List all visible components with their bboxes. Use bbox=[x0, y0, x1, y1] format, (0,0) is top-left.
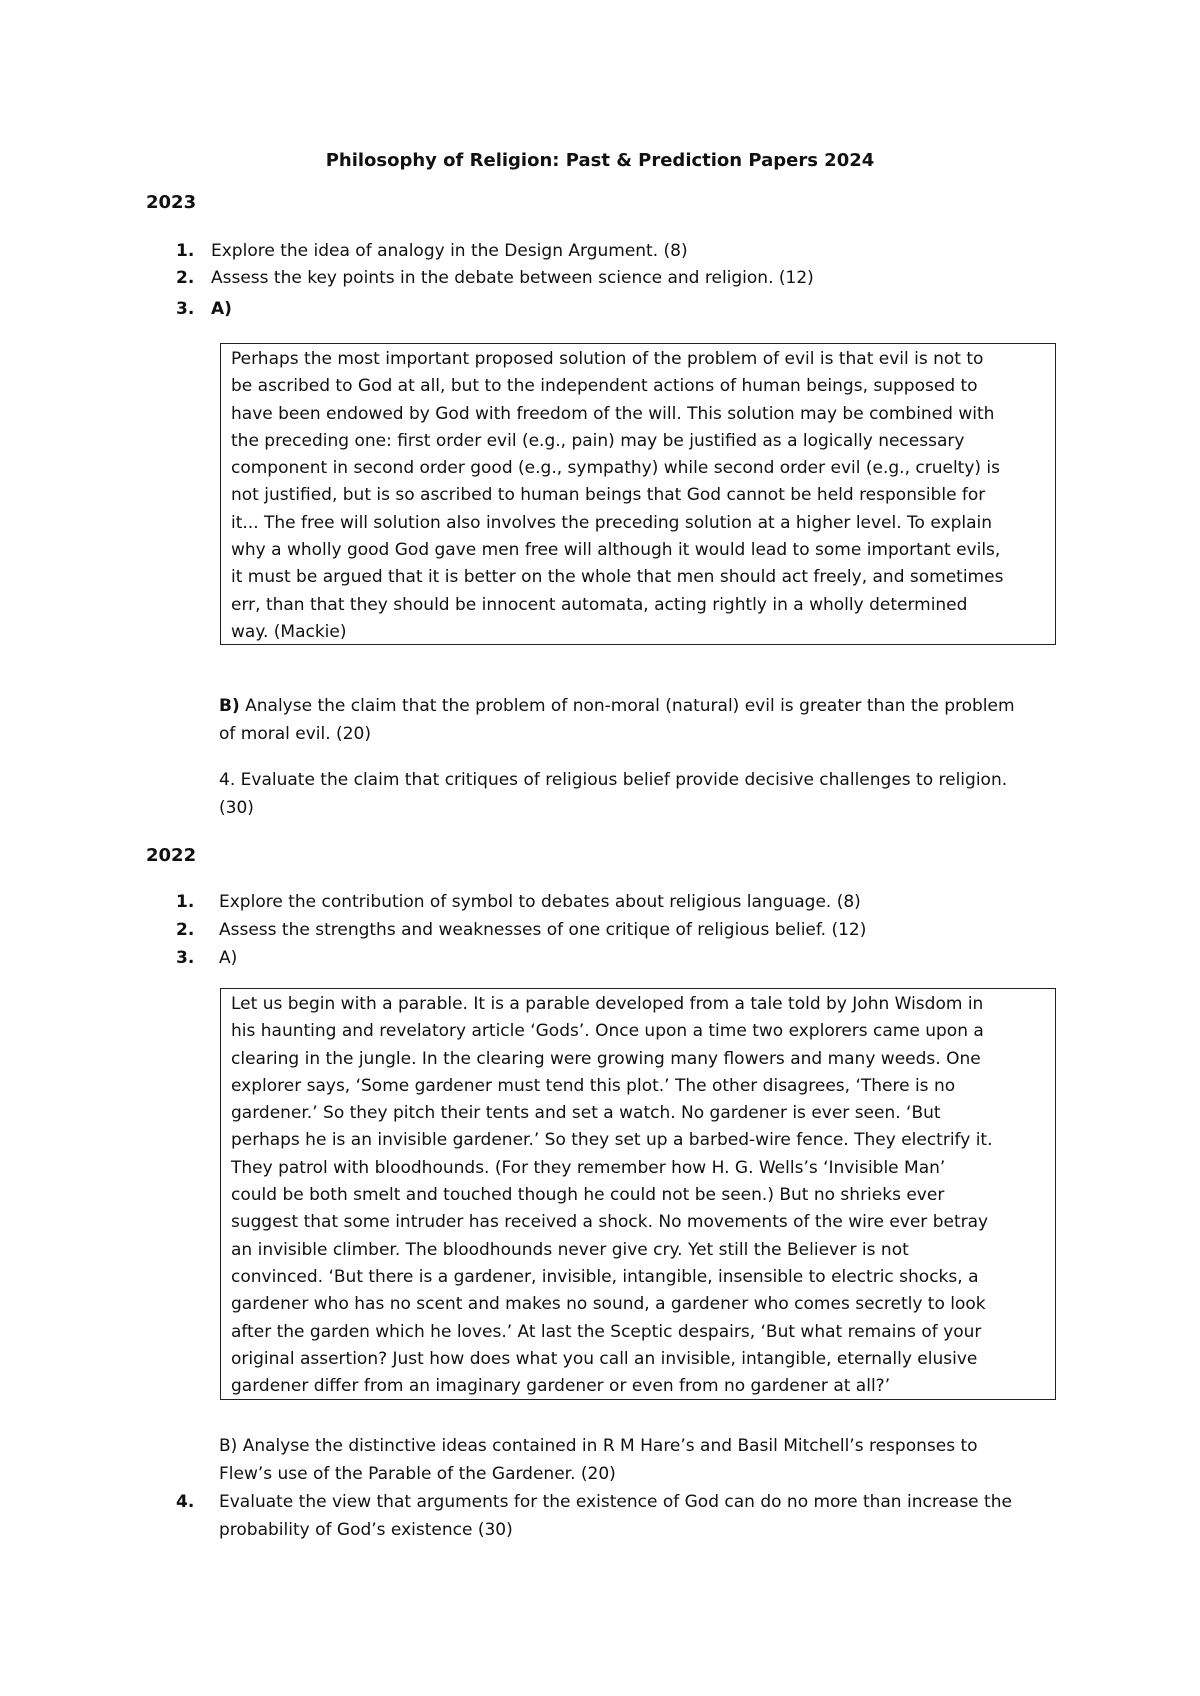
question-text-2022-4-line2: probability of God’s existence (30) bbox=[219, 1520, 513, 1540]
quote-line: his haunting and revelatory article ‘Gods’. Once upon a time two explorers came upon a bbox=[231, 1021, 984, 1042]
question-2023-3b bbox=[219, 692, 1069, 748]
question-text-2023-3b-line2: of moral evil. (20) bbox=[219, 724, 371, 744]
question-label-2023-4: 4. bbox=[219, 770, 236, 790]
quote-line: an invisible climber. The bloodhounds never give cry. Yet still the Believer is not bbox=[231, 1239, 909, 1260]
question-text-2023-2: Assess the key points in the debate between science and religion. (12) bbox=[211, 268, 814, 288]
question-number-2022-2: 2. bbox=[176, 920, 195, 940]
quote-line: way. (Mackie) bbox=[231, 621, 347, 642]
question-text-2022-3b-line1: B) Analyse the distinctive ideas contained in R M Hare’s and Basil Mitchell’s responses to bbox=[219, 1436, 978, 1456]
question-number-2023-3: 3. bbox=[176, 299, 195, 319]
quote-line: Let us begin with a parable. It is a parable developed from a tale told by John Wisdom in bbox=[231, 994, 984, 1014]
quote-line: gardener who has no scent and makes no sound, a gardener who comes secretly to look bbox=[231, 1294, 986, 1315]
quote-line: why a wholly good God gave men free will although it would lead to some important evils, bbox=[231, 540, 1001, 561]
question-text-2022-3b-line2: Flew’s use of the Parable of the Gardener. (20) bbox=[219, 1464, 616, 1484]
question-number-2023-1: 1. bbox=[176, 241, 195, 261]
document-title: Philosophy of Religion: Past & Prediction Papers 2024 bbox=[325, 150, 875, 171]
quote-line: after the garden which he loves.’ At last the Sceptic despairs, ‘But what remains of your bbox=[231, 1321, 982, 1342]
quote-line: it... The free will solution also involves the preceding solution at a higher level. To explain bbox=[231, 512, 992, 533]
quote-line: it must be argued that it is better on the whole that men should act freely, and sometimes bbox=[231, 567, 1004, 588]
question-2022-3b bbox=[219, 1432, 1069, 1488]
question-text-2022-4-line1: Evaluate the view that arguments for the existence of God can do no more than increase the bbox=[219, 1492, 1012, 1512]
question-2023-4 bbox=[219, 766, 1069, 822]
quote-line: convinced. ‘But there is a gardener, invisible, intangible, insensible to electric shocks, a bbox=[231, 1266, 979, 1287]
quote-line: be ascribed to God at all, but to the independent actions of human beings, supposed to bbox=[231, 376, 978, 397]
question-number-2022-1: 1. bbox=[176, 892, 195, 912]
question-text-2022-3a-label: A) bbox=[219, 948, 238, 968]
question-text-2023-3a-label: A) bbox=[211, 299, 232, 319]
quote-line: suggest that some intruder has received a shock. No movements of the wire ever betray bbox=[231, 1212, 989, 1233]
quote-line: perhaps he is an invisible gardener.’ So they set up a barbed-wire fence. They electrify it. bbox=[231, 1130, 993, 1151]
question-number-2022-3: 3. bbox=[176, 948, 195, 968]
quote-line: could be both smelt and touched though he could not be seen.) But no shrieks ever bbox=[231, 1185, 945, 1206]
question-text-2023-4-line1: Evaluate the claim that critiques of religious belief provide decisive challenges to religion. bbox=[235, 770, 1008, 790]
quote-line: err, than that they should be innocent automata, acting rightly in a wholly determined bbox=[231, 594, 968, 615]
quote-line: They patrol with bloodhounds. (For they remember how H. G. Wells’s ‘Invisible Man’ bbox=[231, 1157, 946, 1178]
year-heading-2023: 2023 bbox=[146, 192, 197, 213]
quote-line: gardener.’ So they pitch their tents and set a watch. No gardener is ever seen. ‘But bbox=[231, 1103, 941, 1124]
quote-box-mackie bbox=[220, 343, 1056, 645]
quote-box-parable-gardener bbox=[220, 988, 1056, 1400]
quote-line: gardener differ from an imaginary gardener or even from no gardener at all?’ bbox=[231, 1376, 891, 1397]
question-number-2022-4: 4. bbox=[176, 1492, 195, 1512]
quote-line: component in second order good (e.g., sympathy) while second order evil (e.g., cruelty) is bbox=[231, 458, 1001, 479]
quote-line: original assertion? Just how does what you call an invisible, intangible, eternally elusive bbox=[231, 1348, 978, 1369]
question-2022-4 bbox=[219, 1488, 1069, 1544]
quote-line: Perhaps the most important proposed solution of the problem of evil is that evil is not to bbox=[231, 349, 984, 369]
question-text-2023-3b-line1: Analyse the claim that the problem of non-moral (natural) evil is greater than the problem bbox=[239, 696, 1015, 716]
question-label-2023-3b: B) bbox=[219, 696, 240, 716]
question-text-2022-2: Assess the strengths and weaknesses of one critique of religious belief. (12) bbox=[219, 920, 867, 940]
question-text-2023-4-line2: (30) bbox=[219, 798, 254, 818]
question-text-2022-1: Explore the contribution of symbol to debates about religious language. (8) bbox=[219, 892, 861, 912]
year-heading-2022: 2022 bbox=[146, 845, 197, 866]
quote-line: have been endowed by God with freedom of the will. This solution may be combined with bbox=[231, 403, 995, 424]
quote-line: clearing in the jungle. In the clearing were growing many flowers and many weeds. One bbox=[231, 1048, 981, 1069]
quote-line: not justified, but is so ascribed to human beings that God cannot be held responsible for bbox=[231, 485, 986, 506]
question-number-2023-2: 2. bbox=[176, 268, 195, 288]
quote-line: explorer says, ‘Some gardener must tend this plot.’ The other disagrees, ‘There is no bbox=[231, 1075, 956, 1096]
question-text-2023-1: Explore the idea of analogy in the Design Argument. (8) bbox=[211, 241, 688, 261]
quote-line: the preceding one: first order evil (e.g., pain) may be justified as a logically necessary bbox=[231, 430, 965, 451]
